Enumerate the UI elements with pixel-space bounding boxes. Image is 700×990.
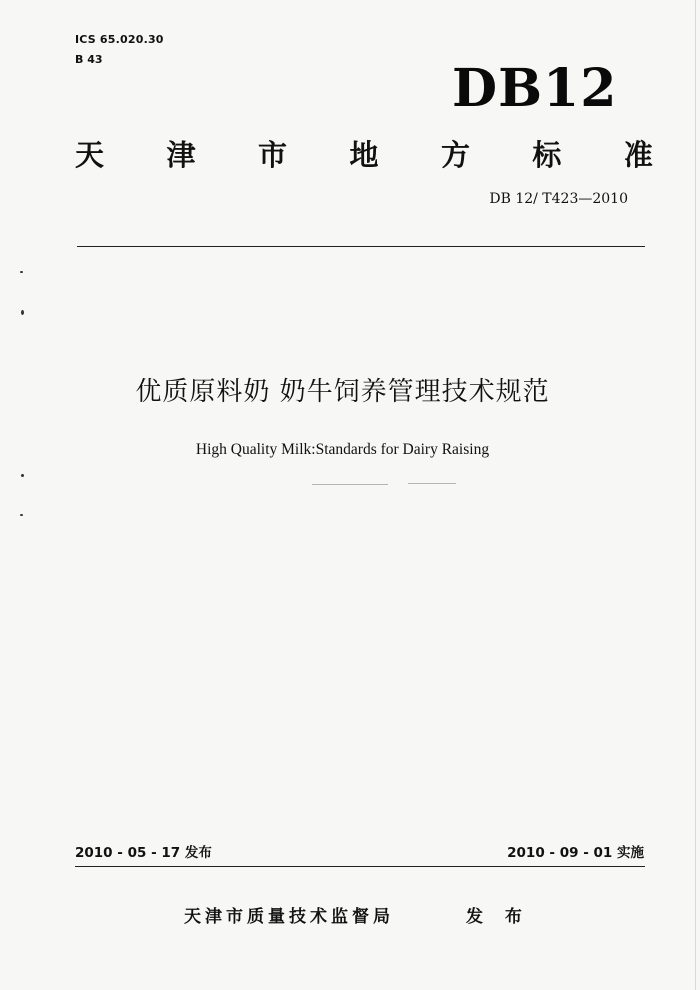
footer-divider [75, 866, 645, 867]
page-edge-shadow [695, 0, 696, 990]
standard-type-title [75, 138, 653, 172]
publisher-verb: 发 布 [466, 907, 530, 927]
scan-speck [20, 271, 23, 273]
standard-type-char: 准 [623, 138, 653, 172]
standard-type-char: 天 [75, 138, 105, 172]
scan-speck [20, 514, 23, 516]
scan-speck [21, 474, 24, 477]
issue-date: 2010 - 05 - 17 发布 [75, 845, 212, 861]
publisher-name: 天津市质量技术监督局 [184, 907, 394, 927]
header-divider [77, 246, 645, 247]
document-title-english-text: High Quality Milk:Standards for Dairy Raising [195, 441, 490, 458]
standard-type-char: 津 [166, 138, 196, 172]
standard-type-char: 标 [532, 138, 562, 172]
document-title-english [0, 440, 700, 460]
implementation-date: 2010 - 09 - 01 实施 [507, 845, 644, 861]
scan-speck [21, 310, 24, 315]
standard-code-large: DB12 [452, 58, 618, 119]
faint-line-right [408, 483, 456, 484]
standard-number: DB 12/ T423—2010 [489, 191, 628, 207]
standard-type-char: 方 [440, 138, 470, 172]
ccs-code: B 43 [75, 53, 103, 66]
ics-code: ICS 65.020.30 [75, 33, 164, 46]
document-title-chinese-text: 优质原料奶 奶牛饲养管理技术规范 [135, 377, 550, 407]
faint-line-left [312, 484, 388, 485]
standard-type-char: 市 [257, 138, 287, 172]
document-title-chinese [0, 376, 700, 408]
standard-type-char: 地 [349, 138, 379, 172]
